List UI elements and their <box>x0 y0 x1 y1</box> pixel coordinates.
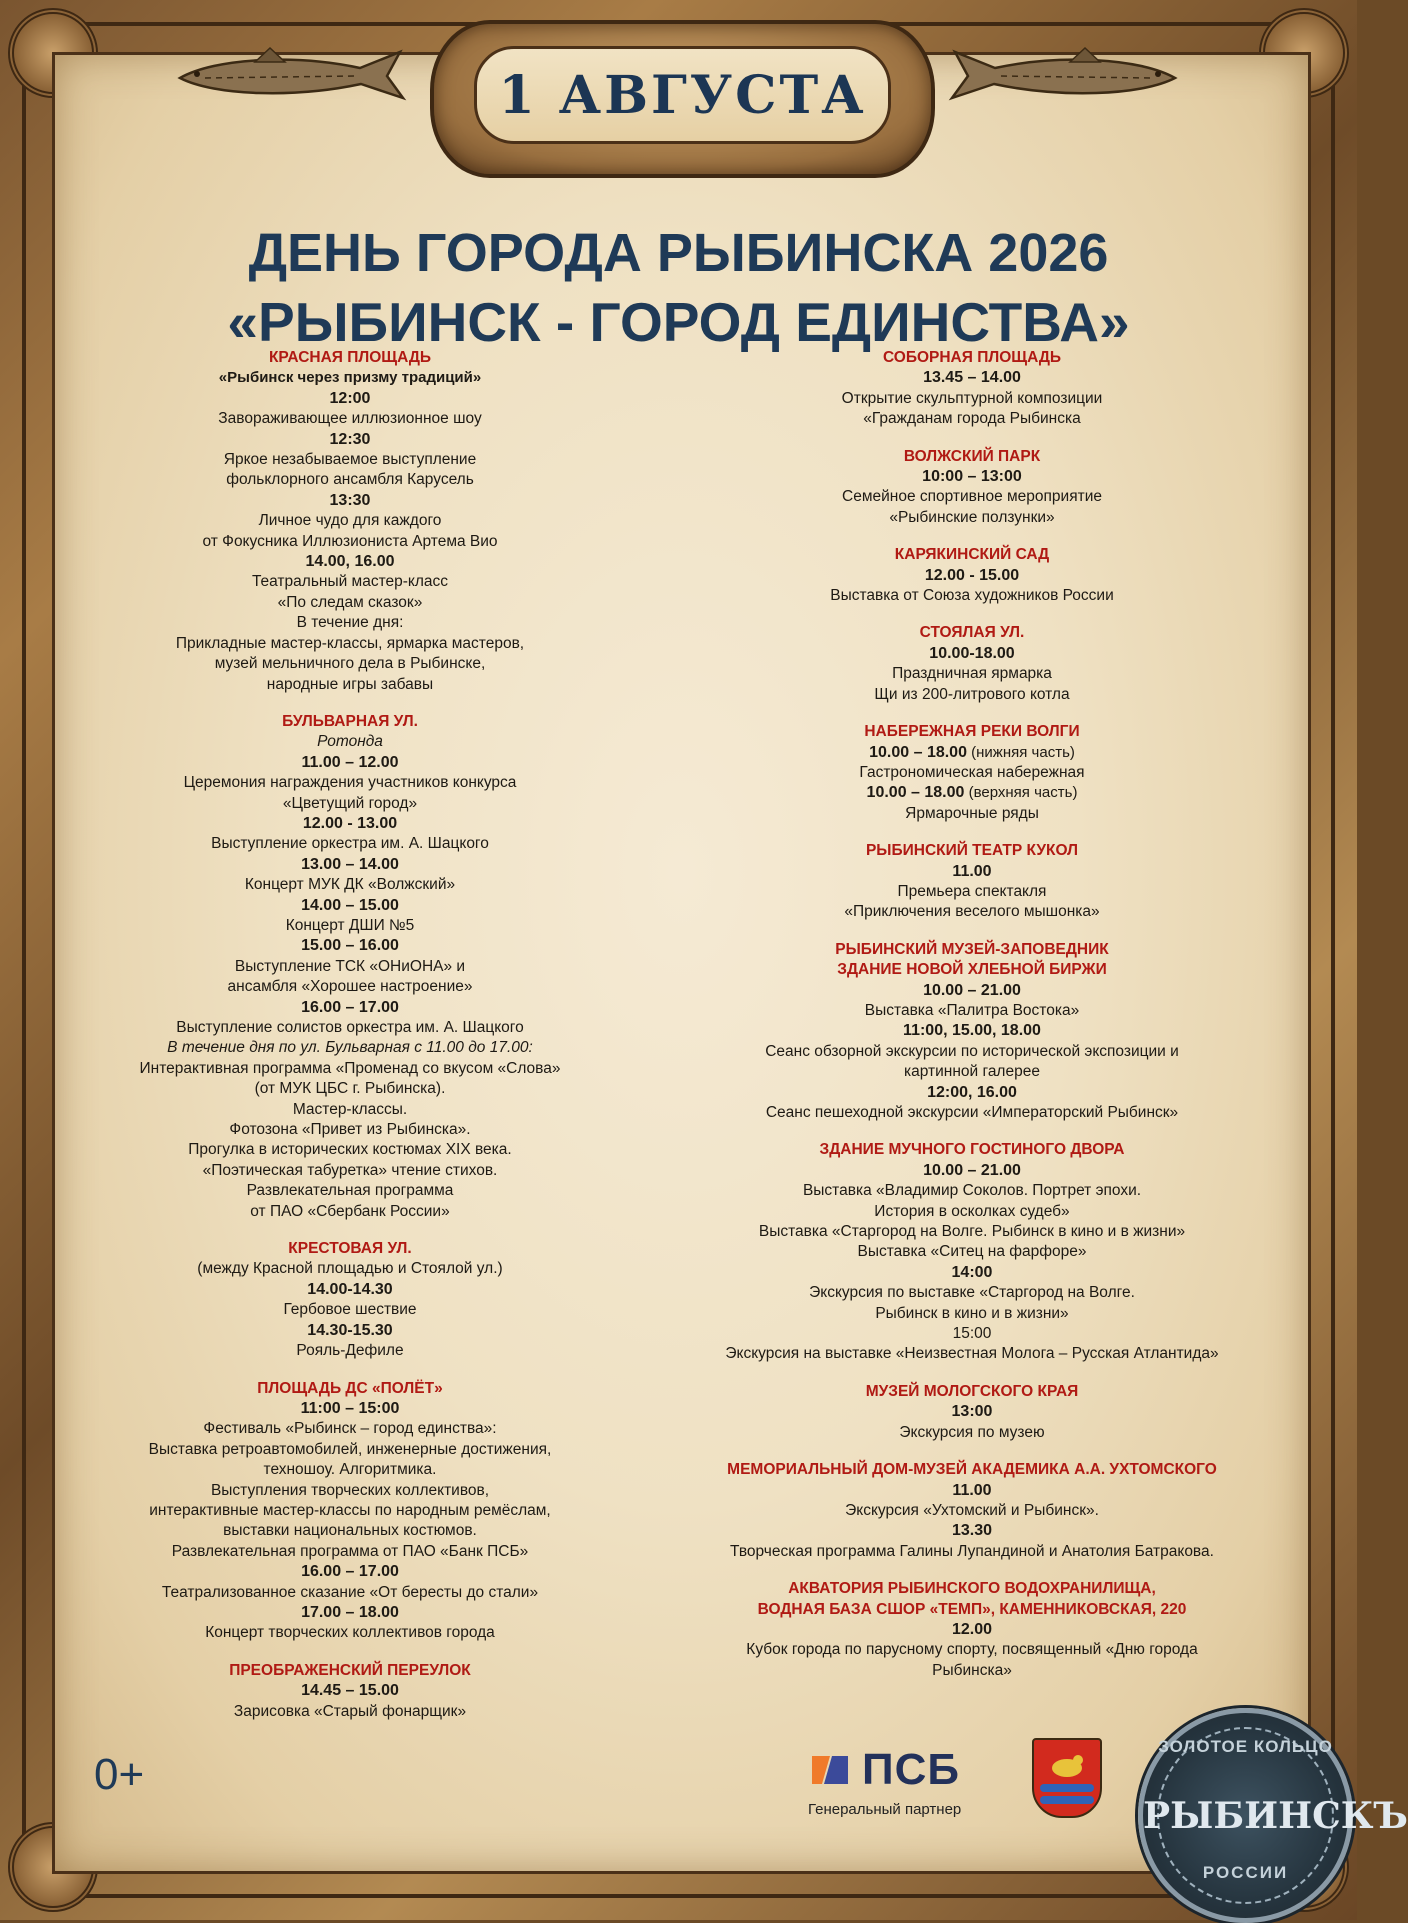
event-description <box>96 1059 604 1079</box>
line-text: Творческая программа Галины Лупандиной и Анатолия Батракова. <box>730 1542 1214 1560</box>
event-description <box>96 1341 604 1361</box>
venue-section <box>682 940 1262 1124</box>
crest-wave <box>1040 1796 1094 1804</box>
line-text: Мастер-классы. <box>292 1100 408 1118</box>
time-text: 10.00 – 18.00 <box>866 784 965 802</box>
venue-section <box>96 1379 604 1644</box>
sponsor-logo-row <box>808 1745 1008 1795</box>
time-text: 14.45 – 15.00 <box>301 1682 399 1700</box>
venue-section <box>682 1460 1262 1562</box>
line-text: Развлекательная программа от ПАО «Банк ПСБ» <box>171 1542 529 1560</box>
event-description <box>96 1542 604 1562</box>
event-description <box>682 487 1262 507</box>
time-text: 11.00 <box>952 862 992 880</box>
venue-section <box>682 1140 1262 1364</box>
time-note: (нижняя часть) <box>966 743 1075 761</box>
line-text: «Рыбинские ползунки» <box>889 508 1055 526</box>
time-text: 14.30-15.30 <box>307 1321 393 1339</box>
line-text: от Фокусника Иллюзиониста Артема Вио <box>202 532 498 550</box>
line-text: музей мельничного дела в Рыбинске, <box>214 655 486 673</box>
event-description <box>682 1103 1262 1123</box>
event-time <box>682 981 1262 1001</box>
time-text: 10.00 – 21.00 <box>923 981 1021 999</box>
time-text: 15.00 – 16.00 <box>301 937 399 955</box>
seal-main-text: РЫБИНСКЪ <box>1143 1795 1408 1837</box>
time-text: 14.00-14.30 <box>307 1280 393 1298</box>
line-text: Зарисовка «Старый фонарщик» <box>233 1702 467 1720</box>
time-text: 12.00 - 15.00 <box>924 566 1020 584</box>
venue-title: НАБЕРЕЖНАЯ РЕКИ ВОЛГИ <box>864 723 1080 741</box>
line-text: «Цветущий город» <box>282 794 418 812</box>
venue-title: КРАСНАЯ ПЛОЩАДЬ <box>268 349 432 366</box>
page-subtitle: «РЫБИНСК - ГОРОД ЕДИНСТВА» <box>227 291 1130 353</box>
venue-section <box>96 1239 604 1361</box>
line-text: ансамбля «Хорошее настроение» <box>227 978 473 996</box>
event-description <box>96 409 604 429</box>
venue-title: ВОЛЖСКИЙ ПАРК <box>903 447 1041 465</box>
venue-title: СТОЯЛАЯ УЛ. <box>919 624 1025 642</box>
line-text: Выставка «Старгород на Волге. Рыбинск в кино и в жизни» <box>758 1223 1186 1241</box>
venue-section <box>682 447 1262 529</box>
venue-title: БУЛЬВАРНАЯ УЛ. <box>282 712 418 730</box>
venue-section <box>96 348 604 695</box>
line-text: Сеанс пешеходной экскурсии «Императорский Рыбинск» <box>765 1104 1179 1121</box>
line-text: выставки национальных костюмов. <box>223 1522 477 1540</box>
time-text: 13.30 <box>951 1522 993 1540</box>
event-description <box>96 1419 604 1439</box>
line-text: Фотозона «Привет из Рыбинска». <box>229 1121 471 1139</box>
event-description <box>96 1583 604 1603</box>
page-title: ДЕНЬ ГОРОДА РЫБИНСКА 2026 <box>248 223 1109 283</box>
line-text: Прикладные мастер-классы, ярмарка мастеров, <box>175 634 525 652</box>
crest-wave <box>1040 1784 1094 1792</box>
line-text: Прогулка в исторических костюмах XIX века. <box>188 1141 512 1159</box>
venue-section <box>96 712 604 1222</box>
event-description <box>96 368 604 388</box>
line-text: Выставка «Ситец на фарфоре» <box>857 1243 1087 1261</box>
line-text: Выставка «Владимир Соколов. Портрет эпохи. <box>802 1182 1142 1200</box>
line-text: Гербовое шествие <box>283 1301 417 1319</box>
event-description <box>682 763 1262 783</box>
venue-subtitle: ЗДАНИЕ НОВОЙ ХЛЕБНОЙ БИРЖИ <box>837 961 1107 979</box>
sturgeon-fish-icon <box>950 40 1180 110</box>
event-description <box>682 882 1262 902</box>
event-description <box>96 1018 604 1038</box>
event-description <box>96 732 604 752</box>
line-text: Выступление ТСК «ОНиОНА» и <box>234 957 466 975</box>
line-text: Яркое незабываемое выступление <box>223 451 477 469</box>
event-time <box>96 491 604 511</box>
line-text: техношоу. Алгоритмика. <box>263 1461 437 1479</box>
event-description <box>96 1181 604 1201</box>
time-text: 12:30 <box>329 430 371 448</box>
venue-section <box>682 1382 1262 1443</box>
event-description <box>682 389 1262 409</box>
event-time <box>96 1681 604 1701</box>
line-text: (от МУК ЦБС г. Рыбинска). <box>254 1080 446 1098</box>
event-time <box>682 1481 1262 1501</box>
event-description <box>682 508 1262 528</box>
event-description <box>96 654 604 674</box>
line-text: Выставка «Палитра Востока» <box>864 1001 1080 1019</box>
event-description <box>96 1079 604 1099</box>
event-time <box>96 1280 604 1300</box>
event-description <box>96 773 604 793</box>
event-description <box>96 977 604 997</box>
line-text: фольклорного ансамбля Карусель <box>226 471 474 489</box>
line-text: Ярмарочные ряды <box>905 804 1039 822</box>
event-description <box>96 1623 604 1643</box>
event-time <box>682 368 1262 388</box>
venue-title: ПРЕОБРАЖЕНСКИЙ ПЕРЕУЛОК <box>229 1661 471 1679</box>
venue-section <box>682 545 1262 606</box>
event-description <box>682 1062 1262 1082</box>
line-text: интерактивные мастер-классы по народным ремёслам, <box>149 1501 551 1519</box>
event-time <box>96 896 604 916</box>
seal-top-text: ЗОЛОТОЕ КОЛЬЦО <box>1158 1737 1333 1756</box>
time-text: 17.00 – 18.00 <box>301 1603 399 1621</box>
time-text: 11.00 <box>952 1481 992 1499</box>
time-text: 12:00 <box>329 389 371 407</box>
crest-bear-icon <box>1048 1750 1086 1780</box>
event-description <box>682 804 1262 824</box>
sponsor-block <box>808 1745 1008 1825</box>
event-time <box>682 467 1262 487</box>
event-time <box>96 1321 604 1341</box>
time-text: 16.00 – 17.00 <box>301 1563 399 1581</box>
event-description <box>682 1181 1262 1201</box>
line-text: от ПАО «Сбербанк России» <box>250 1202 450 1220</box>
line-text: Выступления творческих коллективов, <box>210 1481 490 1499</box>
line-text: Экскурсия по выставке «Старгород на Волге. <box>809 1284 1135 1302</box>
event-description <box>682 1042 1262 1062</box>
line-text: Экскурсия «Ухтомский и Рыбинск». <box>845 1501 1099 1519</box>
event-time <box>682 783 1262 803</box>
rybinsk-coat-of-arms-icon <box>1032 1738 1102 1818</box>
event-description <box>96 511 604 531</box>
event-time <box>682 1402 1262 1422</box>
line-text: В течение дня: <box>296 614 404 632</box>
event-time <box>96 998 604 1018</box>
event-description <box>96 1481 604 1501</box>
event-time <box>682 1620 1262 1640</box>
event-time <box>682 1521 1262 1541</box>
event-description <box>96 794 604 814</box>
venue-title: СОБОРНАЯ ПЛОЩАДЬ <box>882 349 1062 366</box>
event-description <box>682 1324 1262 1344</box>
time-text: 12:00, 16.00 <box>927 1083 1017 1101</box>
line-text: Рыбинска» <box>932 1661 1012 1679</box>
event-description <box>96 957 604 977</box>
venue-title: РЫБИНСКИЙ МУЗЕЙ-ЗАПОВЕДНИК <box>835 940 1109 958</box>
time-text: 13:00 <box>951 1403 993 1421</box>
time-text: 14.00, 16.00 <box>305 553 395 571</box>
event-time <box>682 1021 1262 1041</box>
line-text: Семейное спортивное мероприятие <box>842 488 1102 506</box>
time-text: 10.00-18.00 <box>929 644 1015 662</box>
event-description <box>682 1283 1262 1303</box>
event-time <box>682 1083 1262 1103</box>
time-text: 12.00 <box>951 1620 993 1638</box>
line-text: Выступление солистов оркестра им. А. Шацкого <box>176 1019 524 1036</box>
event-description <box>96 572 604 592</box>
event-description <box>96 834 604 854</box>
event-time <box>96 1562 604 1582</box>
line-text: Щи из 200-литрового котла <box>874 685 1070 703</box>
event-description <box>682 1001 1262 1021</box>
event-description <box>96 1501 604 1521</box>
line-text: «Рыбинск через призму традиций» <box>218 369 482 387</box>
event-time <box>96 1399 604 1419</box>
event-description <box>682 1242 1262 1262</box>
event-time <box>96 389 604 409</box>
event-time <box>96 814 604 834</box>
event-description <box>96 613 604 633</box>
event-description <box>682 1661 1262 1681</box>
time-text: 16.00 – 17.00 <box>301 998 399 1016</box>
event-description <box>96 1300 604 1320</box>
golden-ring-seal-icon <box>1138 1708 1408 1923</box>
event-description <box>682 1222 1262 1242</box>
event-description <box>682 1304 1262 1324</box>
event-description <box>682 1640 1262 1660</box>
venue-title: РЫБИНСКИЙ ТЕАТР КУКОЛ <box>865 842 1079 860</box>
event-time <box>682 1263 1262 1283</box>
line-text: Кубок города по парусному спорту, посвященный «Дню города <box>746 1641 1198 1659</box>
time-text: 11:00, 15.00, 18.00 <box>903 1022 1041 1040</box>
time-text: 10:00 – 13:00 <box>922 468 1022 486</box>
line-text: (между Красной площадью и Стоялой ул.) <box>197 1260 503 1278</box>
line-text: Выступление оркестра им. А. Шацкого <box>211 835 489 853</box>
line-text: Выставка от Союза художников России <box>830 587 1114 605</box>
line-text: «Приключения веселого мышонка» <box>844 903 1100 921</box>
event-description <box>96 1702 604 1722</box>
event-description <box>96 593 604 613</box>
event-time <box>682 862 1262 882</box>
event-description <box>96 1161 604 1181</box>
line-text: Ротонда <box>317 733 383 751</box>
time-text: 10.00 – 21.00 <box>923 1161 1021 1179</box>
line-text: 15:00 <box>952 1325 992 1343</box>
line-text: Фестиваль «Рыбинск – город единства»: <box>203 1420 497 1438</box>
event-description <box>96 675 604 695</box>
venue-title: АКВАТОРИЯ РЫБИНСКОГО ВОДОХРАНИЛИЩА, <box>788 1580 1156 1598</box>
line-text: Гастрономическая набережная <box>859 763 1085 781</box>
event-time <box>682 566 1262 586</box>
event-description <box>682 902 1262 922</box>
line-text: картинной галерее <box>904 1063 1040 1081</box>
venue-section <box>682 1579 1262 1681</box>
event-description <box>96 1120 604 1140</box>
event-description <box>96 1460 604 1480</box>
line-text: Интерактивная программа «Променад со вкусом «Слова» <box>139 1059 561 1077</box>
event-time <box>96 753 604 773</box>
venue-section <box>682 623 1262 705</box>
venue-title: МУЗЕЙ МОЛОГСКОГО КРАЯ <box>865 1382 1079 1400</box>
seal-bottom-text: РОССИИ <box>1202 1863 1289 1882</box>
event-description <box>96 470 604 490</box>
line-text: Выставка ретроавтомобилей, инженерные достижения, <box>148 1440 552 1458</box>
event-description <box>96 450 604 470</box>
event-description <box>682 1344 1262 1364</box>
event-time <box>682 644 1262 664</box>
event-description <box>96 916 604 936</box>
event-description <box>682 685 1262 705</box>
line-text: Завораживающее иллюзионное шоу <box>218 410 482 428</box>
schedule-right-column <box>682 348 1262 1698</box>
event-time <box>682 1161 1262 1181</box>
line-text: Личное чудо для каждого <box>258 512 442 530</box>
schedule-left-column <box>96 348 604 1739</box>
line-text: Рояль-Дефиле <box>296 1342 404 1360</box>
event-date: 1 АВГУСТА <box>498 64 867 126</box>
line-text: Театрализованное сказание «От бересты до стали» <box>161 1583 539 1601</box>
venue-title: КРЕСТОВАЯ УЛ. <box>288 1240 412 1258</box>
event-description <box>682 1202 1262 1222</box>
event-description <box>96 532 604 552</box>
event-time <box>96 552 604 572</box>
event-description <box>96 634 604 654</box>
sturgeon-fish-icon <box>175 40 405 110</box>
event-description <box>96 1202 604 1222</box>
event-description <box>682 1542 1262 1562</box>
line-text: Экскурсия по музею <box>899 1423 1045 1441</box>
event-description <box>682 1423 1262 1443</box>
line-text: Премьера спектакля <box>897 882 1047 900</box>
event-description <box>682 586 1262 606</box>
line-text: Концерт ДШИ №5 <box>285 916 415 934</box>
event-time <box>96 855 604 875</box>
time-text: 11:00 – 15:00 <box>300 1399 400 1417</box>
line-text: Сеанс обзорной экскурсии по исторической экспозиции и <box>765 1042 1179 1060</box>
event-description <box>96 1440 604 1460</box>
line-text: Праздничная ярмарка <box>892 665 1052 683</box>
line-text: «Гражданам города Рыбинска <box>863 410 1081 428</box>
date-cartouche-inner <box>474 46 891 144</box>
time-text: 11.00 – 12.00 <box>301 753 399 771</box>
time-text: 12.00 - 13.00 <box>302 814 398 832</box>
venue-section <box>682 722 1262 824</box>
time-text: 13.45 – 14.00 <box>923 369 1021 387</box>
line-text: Концерт творческих коллективов города <box>205 1624 495 1642</box>
time-text: 14.00 – 15.00 <box>301 896 399 914</box>
date-cartouche <box>430 20 935 178</box>
event-description <box>96 1038 604 1058</box>
time-text: 13:30 <box>329 491 371 509</box>
age-rating-badge: 0+ <box>94 1750 145 1799</box>
time-note: (верхняя часть) <box>964 784 1078 802</box>
line-text: «По следам сказок» <box>277 593 423 611</box>
venue-section <box>682 348 1262 430</box>
line-text: Открытие скульптурной композиции <box>841 389 1103 407</box>
event-description <box>96 1100 604 1120</box>
event-description <box>682 409 1262 429</box>
venue-subtitle: ВОДНАЯ БАЗА СШОР «ТЕМП», КАМЕННИКОВСКАЯ, 220 <box>757 1600 1187 1618</box>
venue-title: ЗДАНИЕ МУЧНОГО ГОСТИНОГО ДВОРА <box>819 1141 1125 1159</box>
line-text: «Поэтическая табуретка» чтение стихов. <box>202 1161 498 1179</box>
venue-section <box>96 1661 604 1722</box>
event-description <box>96 1521 604 1541</box>
event-description <box>96 1259 604 1279</box>
event-time <box>96 1603 604 1623</box>
time-text: 10.00 – 18.00 <box>869 743 967 761</box>
time-text: 14:00 <box>951 1263 993 1281</box>
event-description <box>96 1140 604 1160</box>
line-text: В течение дня по ул. Бульварная с 11.00 до 17.00: <box>167 1039 533 1057</box>
line-text: Концерт МУК ДК «Волжский» <box>244 876 456 894</box>
venue-title: КАРЯКИНСКИЙ САД <box>894 546 1050 564</box>
venue-title: ПЛОЩАДЬ ДС «ПОЛЁТ» <box>257 1379 443 1397</box>
line-text: Церемония награждения участников конкурса <box>183 774 517 792</box>
line-text: народные игры забавы <box>266 675 434 693</box>
line-text: Театральный мастер-класс <box>251 573 449 591</box>
venue-title: МЕМОРИАЛЬНЫЙ ДОМ-МУЗЕЙ АКАДЕМИКА А.А. УХТОМСКОГО <box>727 1461 1217 1479</box>
event-description <box>682 664 1262 684</box>
sponsor-caption: Генеральный партнер <box>808 1801 962 1818</box>
line-text: Экскурсия на выставке «Неизвестная Молога – Русская Атлантида» <box>725 1345 1219 1363</box>
time-text: 13.00 – 14.00 <box>301 855 399 873</box>
event-time <box>96 936 604 956</box>
venue-section <box>682 841 1262 923</box>
psb-logo-icon <box>808 1748 852 1792</box>
event-description <box>682 1501 1262 1521</box>
event-time <box>96 430 604 450</box>
event-description <box>96 875 604 895</box>
line-text: Рыбинск в кино и в жизни» <box>875 1304 1069 1322</box>
line-text: История в осколках судеб» <box>874 1202 1070 1220</box>
event-time <box>682 743 1262 763</box>
sponsor-name: ПСБ <box>862 1745 961 1794</box>
line-text: Развлекательная программа <box>246 1182 454 1200</box>
